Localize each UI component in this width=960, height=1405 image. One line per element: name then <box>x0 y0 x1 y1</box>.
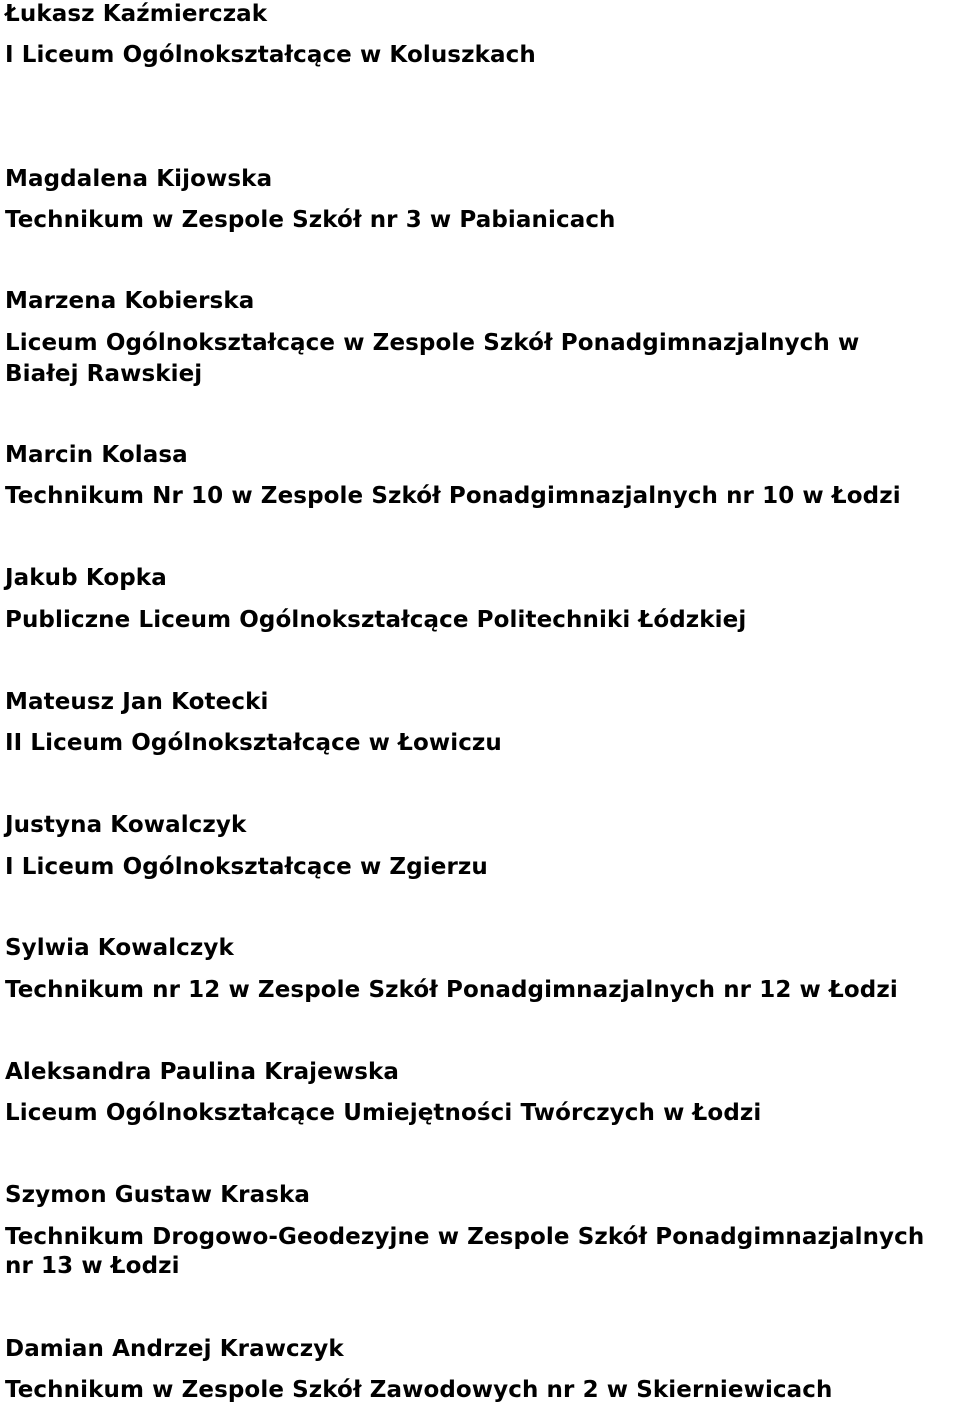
person-name: Aleksandra Paulina Krajewska <box>5 1059 400 1085</box>
person-name: Marzena Kobierska <box>5 288 255 314</box>
person-name: Justyna Kowalczyk <box>5 812 247 838</box>
person-name: Magdalena Kijowska <box>5 166 273 192</box>
school-name: I Liceum Ogólnokształcące w Zgierzu <box>5 854 488 880</box>
school-name: Liceum Ogólnokształcące Umiejętności Twórczych w Łodzi <box>5 1100 762 1126</box>
person-name: Jakub Kopka <box>5 565 167 591</box>
school-name: II Liceum Ogólnokształcące w Łowiczu <box>5 730 502 756</box>
school-name-continued: Białej Rawskiej <box>5 361 203 387</box>
person-name: Mateusz Jan Kotecki <box>5 689 269 715</box>
person-name: Sylwia Kowalczyk <box>5 935 234 961</box>
school-name: Technikum nr 12 w Zespole Szkół Ponadgimnazjalnych nr 12 w Łodzi <box>5 977 898 1003</box>
person-name: Damian Andrzej Krawczyk <box>5 1336 344 1362</box>
person-name: Marcin Kolasa <box>5 442 188 468</box>
school-name: Publiczne Liceum Ogólnokształcące Politechniki Łódzkiej <box>5 607 747 633</box>
school-name: Liceum Ogólnokształcące w Zespole Szkół Ponadgimnazjalnych w <box>5 330 860 356</box>
school-name: I Liceum Ogólnokształcące w Koluszkach <box>5 42 536 68</box>
person-name: Łukasz Kaźmierczak <box>5 1 268 27</box>
school-name: Technikum w Zespole Szkół nr 3 w Pabianicach <box>5 207 616 233</box>
school-name: Technikum Drogowo-Geodezyjne w Zespole Szkół Ponadgimnazjalnych <box>5 1224 925 1250</box>
school-name-continued: nr 13 w Łodzi <box>5 1253 180 1279</box>
school-name: Technikum w Zespole Szkół Zawodowych nr 2 w Skierniewicach <box>5 1377 833 1403</box>
person-name: Szymon Gustaw Kraska <box>5 1182 310 1208</box>
school-name: Technikum Nr 10 w Zespole Szkół Ponadgimnazjalnych nr 10 w Łodzi <box>5 483 901 509</box>
